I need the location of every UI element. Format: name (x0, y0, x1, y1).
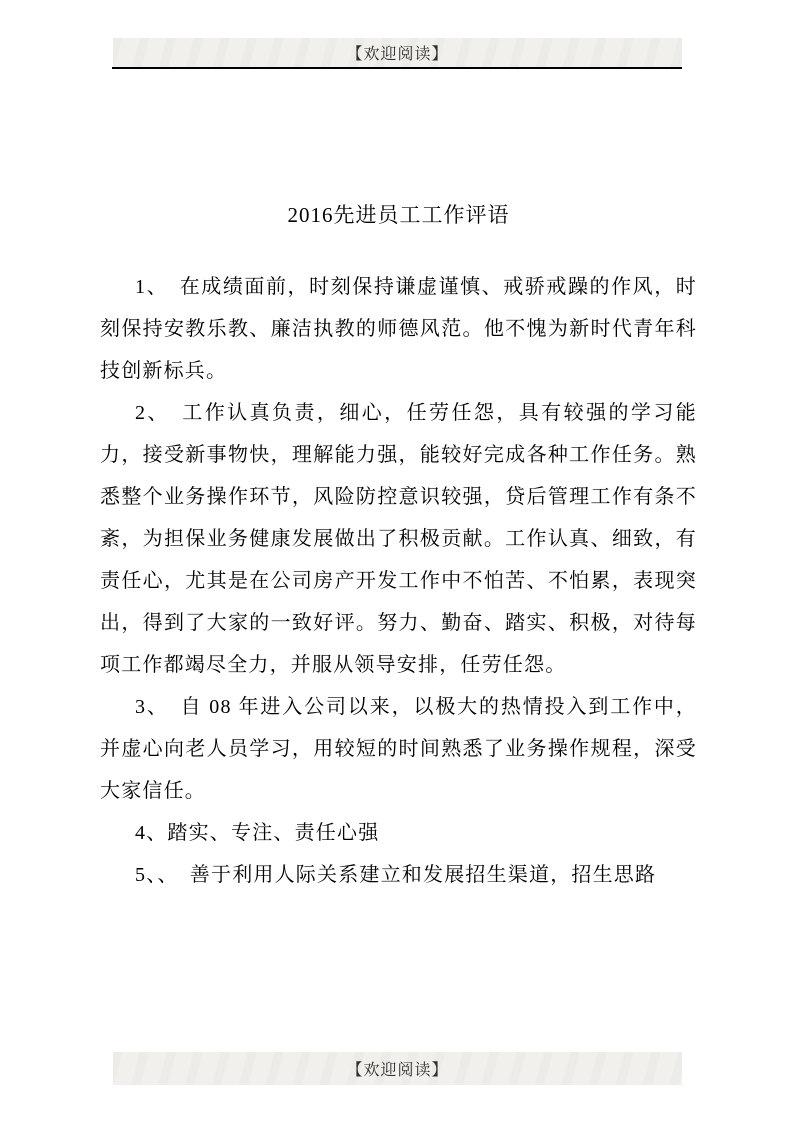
paragraph-1: 1、 在成绩面前，时刻保持谦虚谨慎、戒骄戒躁的作风，时刻保持安教乐教、廉洁执教的师德风范。他不愧为新时代青年科技创新标兵。 (100, 276, 697, 382)
header-banner-text: 【欢迎阅读】 (346, 46, 449, 63)
header-banner (113, 38, 682, 67)
document-body (100, 194, 697, 896)
document-title: 2016先进员工工作评语 (287, 203, 510, 227)
paragraph-3: 3、 自 08 年进入公司以来，以极大的热情投入到工作中，并虚心向老人员学习，用较短的时间熟悉了业务操作规程，深受大家信任。 (100, 696, 697, 802)
footer-banner-text: 【欢迎阅读】 (346, 1062, 449, 1079)
paragraph-4: 4、踏实、专注、责任心强 (135, 822, 380, 844)
footer-banner (113, 1052, 682, 1085)
paragraph-2: 2、 工作认真负责，细心，任劳任怨，具有较强的学习能力，接受新事物快，理解能力强，能较好完成各种工作任务。熟悉整个业务操作环节，风险防控意识较强，贷后管理工作有条不紊，为担保业务健康发展做出了积极贡献。工作认真、细致，有责任心，尤其是在公司房产开发工作中不怕苦、不怕累，表现突出，得到了大家的一致好评。努力、勤奋、踏实、积极，对待每项工作都竭尽全力，并服从领导安排，任劳任怨。 (100, 402, 697, 676)
paragraph-5: 5、、 善于利用人际关系建立和发展招生渠道，招生思路 (135, 864, 657, 886)
header-rule (112, 67, 682, 69)
